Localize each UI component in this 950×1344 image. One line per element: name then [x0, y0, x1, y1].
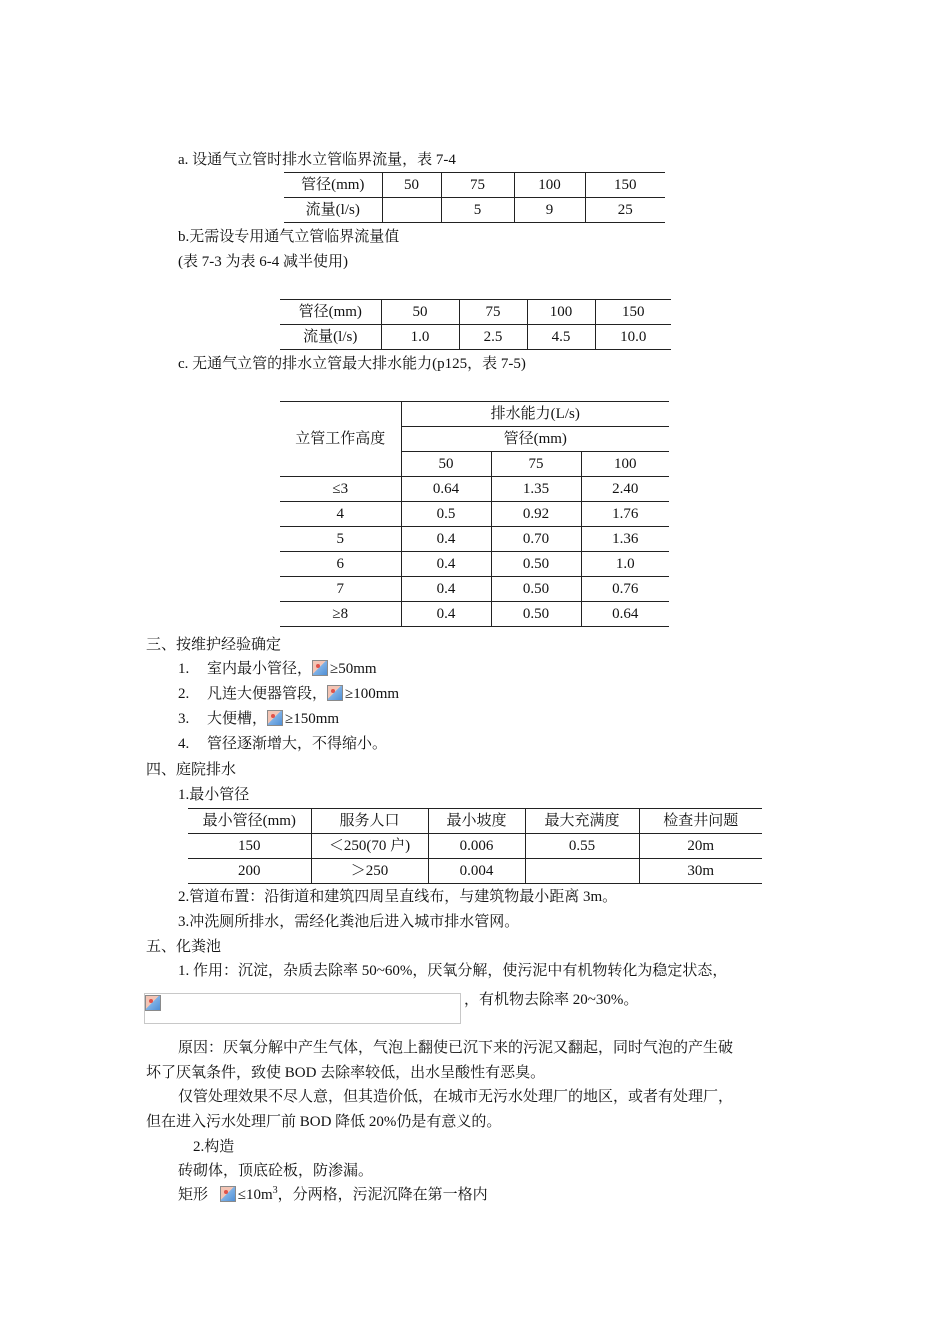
broken-image-icon — [312, 660, 328, 676]
image-placeholder — [144, 993, 461, 1024]
table-cell: 0.4 — [401, 527, 491, 552]
section-5-function: 1. 作用：沉淀，杂质去除率 50~60%，厌氧分解，使污泥中有机物转化为稳定状态， — [178, 963, 728, 979]
critical-flow-table-vented — [284, 172, 665, 223]
column-header: 最小管径(mm) — [202, 813, 296, 829]
table-cell: 150 — [585, 173, 665, 198]
list-text: 大便槽， — [207, 711, 268, 727]
table-cell: ＜250(70 户) — [311, 834, 428, 859]
table-cell: 75 — [459, 300, 527, 325]
section-4-toilet: 3.冲洗厕所排水，需经化粪池后进入城市排水管网。 — [178, 914, 520, 930]
list-number: 1. — [178, 661, 190, 677]
section-b-note: (表 7-3 为表 6-4 减半使用) — [178, 254, 348, 270]
column-header: 100 — [581, 452, 669, 477]
table-row — [280, 527, 669, 552]
section-3-heading: 三、按维护经验确定 — [146, 637, 282, 653]
table-cell: 5 — [441, 198, 514, 223]
table-cell: 0.55 — [525, 834, 639, 859]
shape-desc: ，分两格，污泥沉降在第一格内 — [277, 1187, 488, 1203]
column-header: 检查井问题 — [639, 809, 762, 834]
table-cell: 100 — [514, 173, 585, 198]
column-header: 75 — [491, 452, 581, 477]
table-cell: 1.0 — [381, 325, 459, 350]
section-5-removal-rate: ，有机物去除率 20~30%。 — [464, 992, 639, 1008]
table-cell: 2.40 — [581, 477, 669, 502]
critical-flow-table-unvented — [280, 299, 671, 350]
table-cell: 管径(mm) — [301, 177, 365, 193]
table-cell: 6 — [280, 552, 401, 577]
broken-image-icon — [267, 710, 283, 726]
table-cell: 0.50 — [491, 602, 581, 627]
table-cell: 1.76 — [581, 502, 669, 527]
table-cell: 1.36 — [581, 527, 669, 552]
table-cell: 0.50 — [491, 577, 581, 602]
broken-image-icon — [145, 995, 161, 1011]
volume-unit-exponent: 3 — [272, 1185, 278, 1196]
table-cell: 4 — [280, 502, 401, 527]
list-value: ≥100mm — [345, 686, 400, 702]
table-row — [280, 300, 671, 325]
table-cell: 0.50 — [491, 552, 581, 577]
table-cell: 30m — [639, 859, 762, 884]
list-item — [178, 734, 387, 754]
shape-label: 矩形 — [178, 1187, 212, 1203]
list-value: ≥50mm — [330, 661, 377, 677]
table-cell: ＞250 — [311, 859, 428, 884]
table-cell: 0.006 — [428, 834, 525, 859]
list-text: 管径逐渐增大，不得缩小。 — [207, 736, 388, 752]
section-c-heading: c. 无通气立管的排水立管最大排水能力(p125，表 7-5) — [178, 356, 526, 372]
list-text: 凡连大便器管段， — [207, 686, 328, 702]
table-row — [280, 552, 669, 577]
table-cell: 100 — [527, 300, 595, 325]
header-pipe-diameter: 管径(mm) — [401, 427, 669, 452]
broken-image-icon — [220, 1186, 236, 1202]
list-item — [178, 709, 339, 729]
table-row — [188, 834, 762, 859]
table-row — [280, 602, 669, 627]
table-cell: 7 — [280, 577, 401, 602]
table-cell: 4.5 — [527, 325, 595, 350]
section-4-layout: 2.管道布置：沿街道和建筑四周呈直线布，与建筑物最小距离 3m。 — [178, 889, 618, 905]
list-item — [178, 684, 399, 704]
list-number: 4. — [178, 736, 190, 752]
table-cell: 流量(l/s) — [280, 325, 381, 350]
header-drainage-capacity: 排水能力(L/s) — [401, 402, 669, 427]
table-cell: 150 — [595, 300, 671, 325]
table-cell: 0.64 — [401, 477, 491, 502]
list-number: 3. — [178, 711, 190, 727]
section-5-reason-line2: 坏了厌氧条件，致使 BOD 去除率较低，出水呈酸性有恶臭。 — [146, 1065, 546, 1081]
table-row — [284, 173, 665, 198]
list-item — [178, 659, 377, 679]
table-cell: 0.4 — [401, 602, 491, 627]
table-cell: 0.4 — [401, 577, 491, 602]
table-cell: 0.76 — [581, 577, 669, 602]
table-cell: 50 — [381, 300, 459, 325]
header-stack-height: 立管工作高度 — [295, 431, 386, 447]
column-header: 最大充满度 — [525, 809, 639, 834]
table-cell: ≥8 — [280, 602, 401, 627]
volume-value: ≤10m — [237, 1187, 273, 1203]
table-cell: 1.35 — [491, 477, 581, 502]
table-row — [280, 502, 669, 527]
section-5-shape — [178, 1185, 488, 1205]
list-number: 2. — [178, 686, 190, 702]
table-cell: 50 — [382, 173, 441, 198]
table-cell: 0.004 — [428, 859, 525, 884]
table-cell: 0.70 — [491, 527, 581, 552]
section-b-heading: b.无需设专用通气立管临界流量值 — [178, 229, 400, 245]
broken-image-icon — [327, 685, 343, 701]
list-value: ≥150mm — [285, 711, 340, 727]
section-5-reason-line1: 原因：厌氧分解中产生气体，气泡上翻使已沉下来的污泥又翻起，同时气泡的产生破 — [178, 1040, 734, 1056]
courtyard-pipe-table — [188, 808, 762, 884]
section-5-construction: 砖砌体，顶底砼板，防渗漏。 — [178, 1163, 374, 1179]
table-cell — [525, 859, 639, 884]
table-row — [280, 325, 671, 350]
table-row — [280, 577, 669, 602]
section-4-sub1: 1.最小管径 — [178, 787, 250, 803]
section-5-heading: 五、化粪池 — [146, 939, 222, 955]
table-row — [188, 859, 762, 884]
column-header: 最小坡度 — [428, 809, 525, 834]
table-cell: 10.0 — [595, 325, 671, 350]
table-cell: 200 — [188, 859, 311, 884]
column-header: 服务人口 — [311, 809, 428, 834]
table-row — [280, 477, 669, 502]
section-a-heading: a. 设通气立管时排水立管临界流量，表 7-4 — [178, 152, 456, 168]
table-cell: 75 — [441, 173, 514, 198]
table-cell: 0.92 — [491, 502, 581, 527]
section-5-note-line2: 但在进入污水处理厂前 BOD 降低 20%仍是有意义的。 — [146, 1114, 502, 1130]
table-cell — [382, 198, 441, 223]
header-row — [188, 809, 762, 834]
table-cell: 5 — [280, 527, 401, 552]
table-cell: 2.5 — [459, 325, 527, 350]
table-cell: 0.64 — [581, 602, 669, 627]
max-drainage-capacity-table — [280, 401, 669, 627]
table-cell: 流量(l/s) — [284, 198, 382, 223]
table-cell: 1.0 — [581, 552, 669, 577]
table-row — [284, 198, 665, 223]
table-cell: 0.5 — [401, 502, 491, 527]
column-header: 50 — [401, 452, 491, 477]
section-4-heading: 四、庭院排水 — [146, 762, 237, 778]
table-cell: 150 — [188, 834, 311, 859]
table-cell: 0.4 — [401, 552, 491, 577]
table-cell: 25 — [585, 198, 665, 223]
section-5-sub2: 2.构造 — [193, 1139, 235, 1155]
table-cell: 9 — [514, 198, 585, 223]
section-5-note-line1: 仅管处理效果不尽人意，但其造价低，在城市无污水处理厂的地区，或者有处理厂， — [178, 1089, 734, 1105]
table-cell: ≤3 — [280, 477, 401, 502]
table-cell: 20m — [639, 834, 762, 859]
table-cell: 管径(mm) — [298, 304, 362, 320]
list-text: 室内最小管径， — [207, 661, 313, 677]
